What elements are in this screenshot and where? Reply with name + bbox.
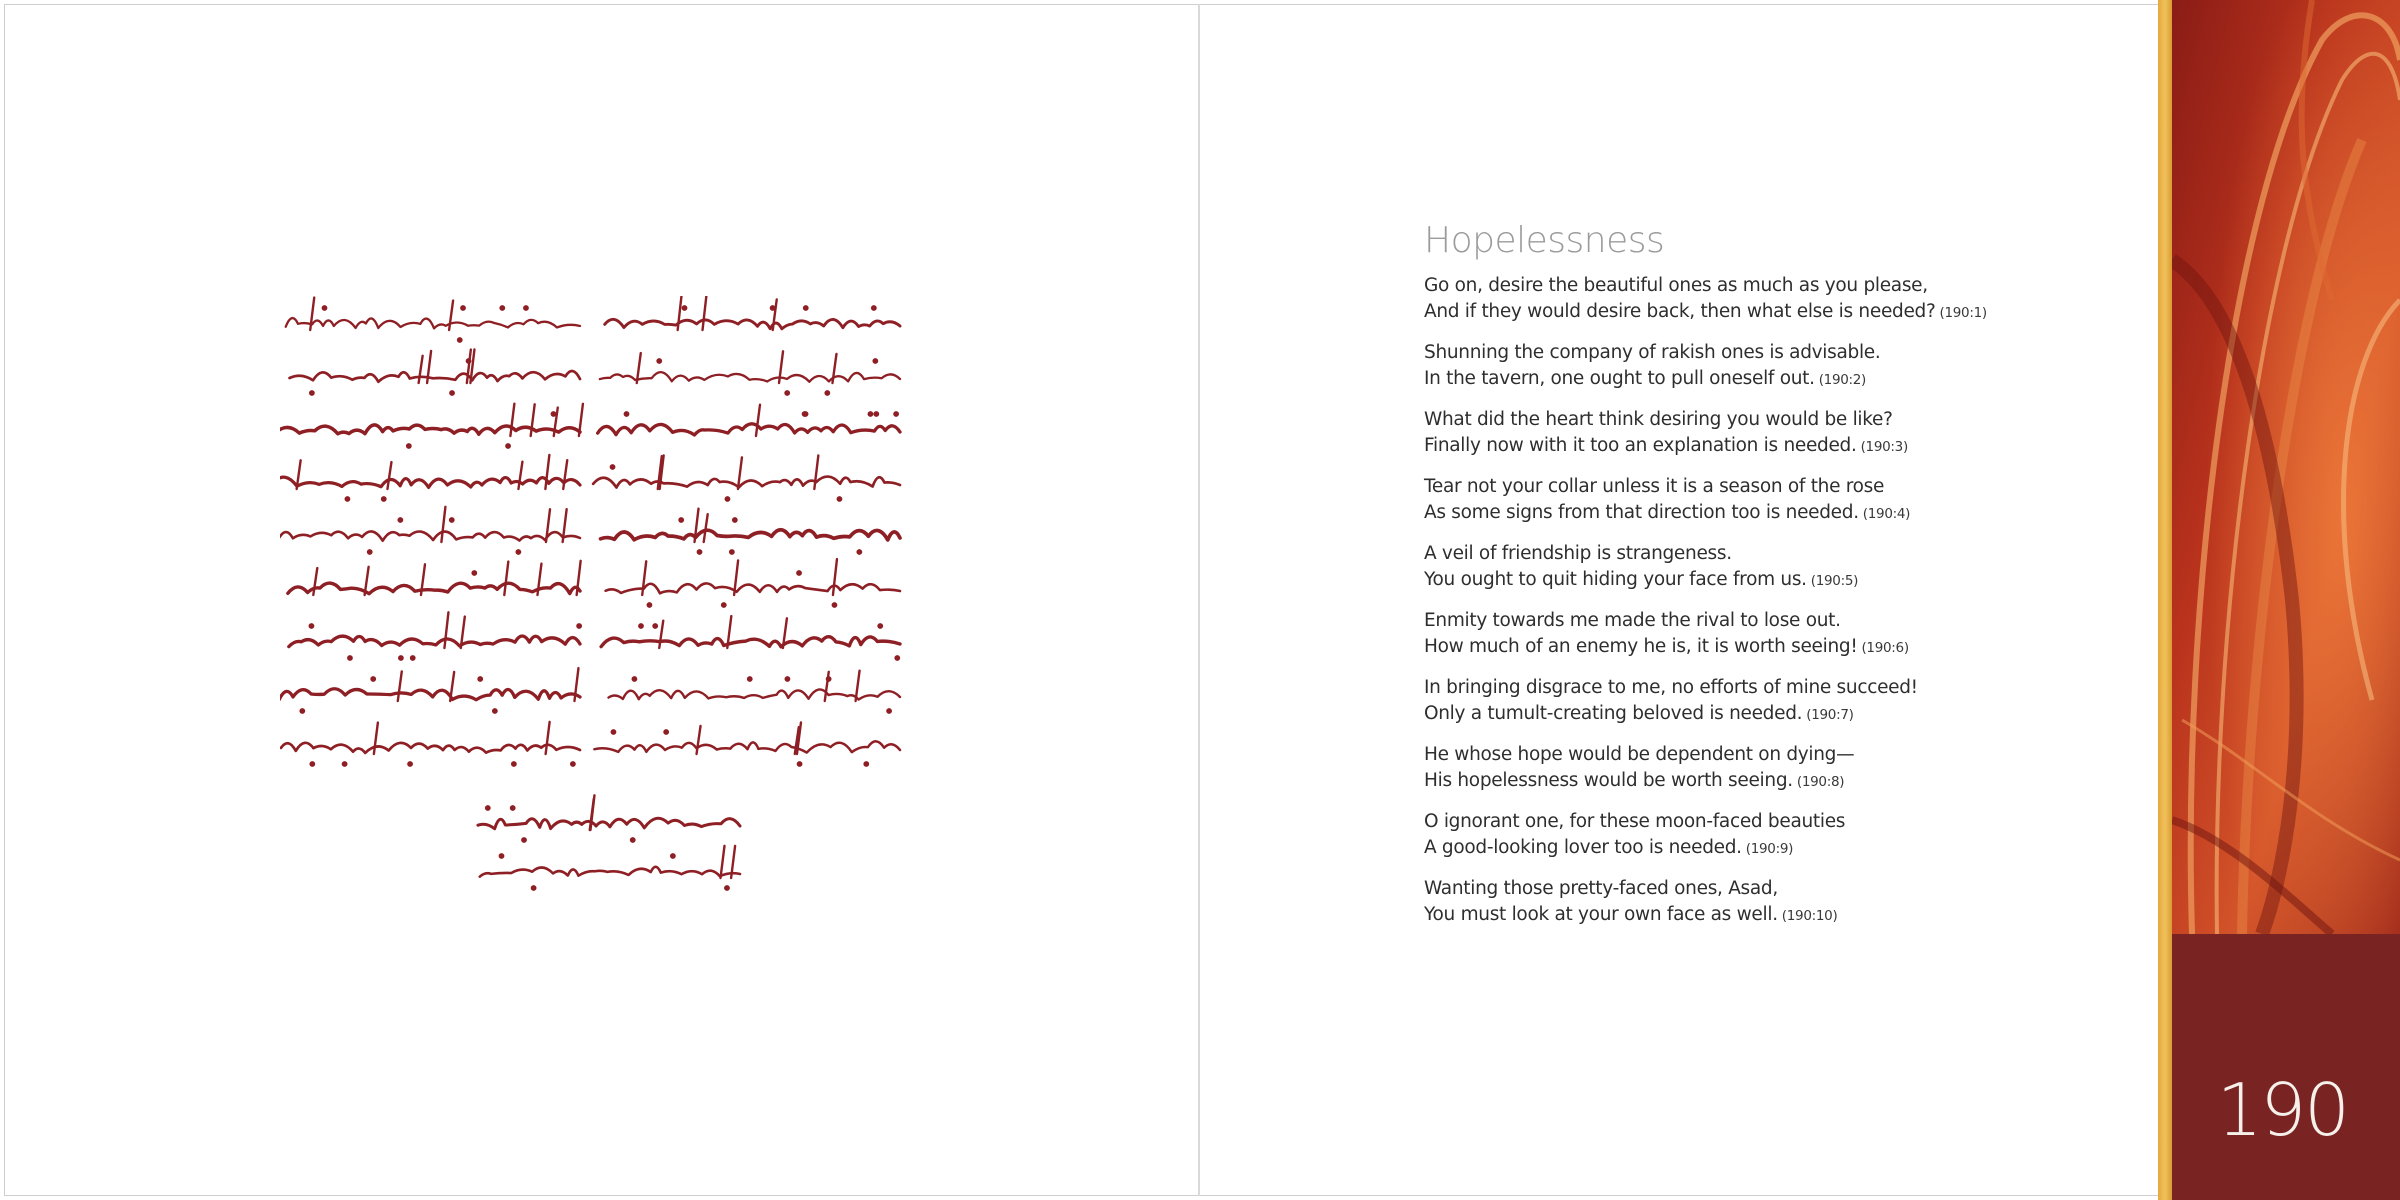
couplet-line-1: Enmity towards me made the rival to lose out. (1424, 610, 1841, 631)
verse-reference: (190:2) (1818, 372, 1867, 388)
art-strip (2158, 0, 2400, 1200)
couplet (1424, 608, 2024, 661)
couplet (1424, 675, 2024, 728)
verse-reference: (190:6) (1861, 640, 1909, 656)
couplet-line-2 (1424, 500, 2024, 527)
verse-reference: (190:10) (1781, 908, 1838, 924)
couplet-line-2 (1424, 902, 2024, 929)
couplet-line-2 (1424, 768, 2024, 795)
couplet-line-2 (1424, 366, 2024, 393)
couplet-line-2-text: You must look at your own face as well. (1424, 904, 1778, 925)
urdu-calligraphy-image (280, 296, 920, 906)
verse-reference: (190:5) (1810, 573, 1859, 589)
verse-reference: (190:9) (1745, 841, 1794, 857)
couplet-line-2-text: His hopelessness would be worth seeing. (1424, 770, 1793, 791)
couplet (1424, 541, 2024, 594)
couplet-line-1: Shunning the company of rakish ones is advisable. (1424, 342, 1881, 363)
couplet (1424, 474, 2024, 527)
couplet-line-1: Wanting those pretty-faced ones, Asad, (1424, 878, 1778, 899)
couplet-line-2 (1424, 433, 2024, 460)
couplet-line-2 (1424, 835, 2024, 862)
poem-title: Hopelessness (1424, 220, 1665, 261)
page-fold (1198, 4, 1200, 1196)
couplet-line-1: Go on, desire the beautiful ones as much as you please, (1424, 275, 1928, 296)
couplet-line-2 (1424, 567, 2024, 594)
verse-reference: (190:1) (1939, 305, 1987, 321)
page-number: 190 (2216, 1068, 2348, 1152)
gold-bar (2158, 0, 2172, 1200)
couplet-line-2-text: And if they would desire back, then what else is needed? (1424, 301, 1936, 322)
couplet-line-2-text: In the tavern, one ought to pull oneself out. (1424, 368, 1815, 389)
couplet-line-1: He whose hope would be dependent on dying— (1424, 744, 1855, 765)
couplet-line-2-text: Only a tumult-creating beloved is needed. (1424, 703, 1803, 724)
couplet-line-1: Tear not your collar unless it is a season of the rose (1424, 476, 1885, 497)
couplet-line-2-text: Finally now with it too an explanation is needed. (1424, 435, 1857, 456)
couplet-line-2-text: You ought to quit hiding your face from us. (1424, 569, 1807, 590)
verse-reference: (190:8) (1796, 774, 1845, 790)
couplet (1424, 340, 2024, 393)
couplet-line-2-text: A good-looking lover too is needed. (1424, 837, 1742, 858)
verse-reference: (190:3) (1860, 439, 1908, 455)
couplet-line-1: A veil of friendship is strangeness. (1424, 543, 1732, 564)
abstract-painting (2172, 0, 2400, 934)
couplet-line-2-text: As some signs from that direction too is needed. (1424, 502, 1859, 523)
couplet-line-1: O ignorant one, for these moon-faced beauties (1424, 811, 1846, 832)
couplet-line-2 (1424, 634, 2024, 661)
couplet (1424, 876, 2024, 929)
poem-section (1424, 220, 2024, 943)
verse-reference: (190:4) (1862, 506, 1911, 522)
couplet (1424, 273, 2024, 326)
page-number-block (2172, 934, 2400, 1200)
verse-reference: (190:7) (1806, 707, 1854, 723)
couplet (1424, 809, 2024, 862)
couplet-list (1424, 273, 2024, 929)
couplet-line-2 (1424, 299, 2024, 326)
couplet (1424, 742, 2024, 795)
couplet-line-1: What did the heart think desiring you would be like? (1424, 409, 1893, 430)
couplet-line-2 (1424, 701, 2024, 728)
couplet-line-1: In bringing disgrace to me, no efforts of mine succeed! (1424, 677, 1918, 698)
couplet-line-2-text: How much of an enemy he is, it is worth seeing! (1424, 636, 1858, 657)
couplet (1424, 407, 2024, 460)
